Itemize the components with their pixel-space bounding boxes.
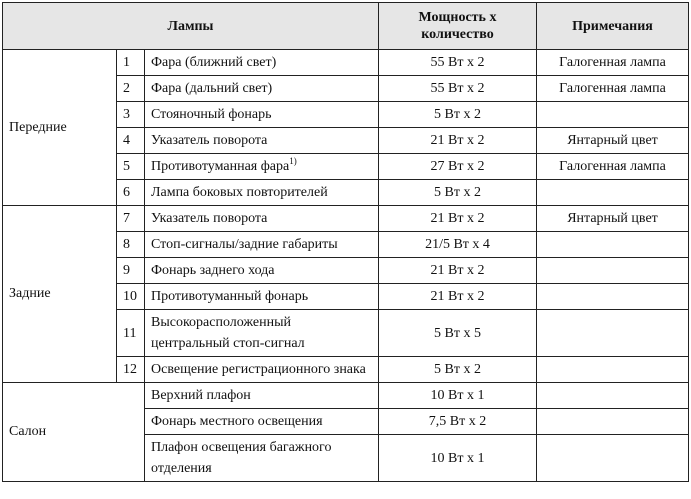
lamp-name-line1: Плафон освещения багажного — [151, 440, 332, 455]
lamp-name: Стояночный фонарь — [145, 102, 379, 128]
group-label-cabin: Салон — [3, 383, 145, 482]
lamp-name: Освещение регистрационного знака — [145, 357, 379, 383]
lamp-name: Противотуманный фонарь — [145, 284, 379, 310]
lamp-power: 7,5 Вт х 2 — [379, 409, 537, 435]
header-power-line1: Мощность х — [418, 10, 497, 25]
header-row — [3, 3, 689, 50]
lamp-name: Фонарь заднего хода — [145, 258, 379, 284]
lamp-power: 5 Вт х 2 — [379, 357, 537, 383]
table-row — [3, 383, 689, 409]
lamp-name-line2: отделения — [151, 461, 212, 476]
header-notes: Примечания — [537, 3, 689, 50]
lamp-power: 21 Вт х 2 — [379, 206, 537, 232]
lamp-power: 10 Вт х 1 — [379, 435, 537, 482]
lamp-note: Галогенная лампа — [537, 50, 689, 76]
lamp-name-line1: Высокорасположенный — [151, 315, 292, 330]
lamp-note — [537, 232, 689, 258]
lamp-power: 5 Вт х 2 — [379, 180, 537, 206]
row-number: 10 — [117, 284, 145, 310]
table-row — [3, 206, 689, 232]
lamp-power: 21 Вт х 2 — [379, 258, 537, 284]
lamp-power: 21 Вт х 2 — [379, 284, 537, 310]
lamp-note — [537, 383, 689, 409]
lamp-name: Фара (дальний свет) — [145, 76, 379, 102]
row-number: 1 — [117, 50, 145, 76]
lamp-power: 55 Вт х 2 — [379, 50, 537, 76]
lamp-name: Лампа боковых повторителей — [145, 180, 379, 206]
lamp-note — [537, 102, 689, 128]
lamp-note — [537, 409, 689, 435]
lamp-note — [537, 180, 689, 206]
row-number: 5 — [117, 154, 145, 180]
lamp-power: 55 Вт х 2 — [379, 76, 537, 102]
lamp-power: 10 Вт х 1 — [379, 383, 537, 409]
lamp-note: Янтарный цвет — [537, 206, 689, 232]
lamp-name — [145, 435, 379, 482]
row-number: 11 — [117, 310, 145, 357]
lamp-note — [537, 435, 689, 482]
lamp-name — [145, 310, 379, 357]
header-power — [379, 3, 537, 50]
lamp-power: 27 Вт х 2 — [379, 154, 537, 180]
group-label-rear: Задние — [3, 206, 117, 383]
table-row — [3, 50, 689, 76]
group-label-front: Передние — [3, 50, 117, 206]
lamp-name-text: Противотуманная фара — [151, 158, 290, 174]
lamp-name: Указатель поворота — [145, 206, 379, 232]
header-lamps: Лампы — [3, 3, 379, 50]
row-number: 2 — [117, 76, 145, 102]
lamp-note — [537, 284, 689, 310]
lamp-name-line2: центральный стоп-сигнал — [151, 336, 305, 351]
lamp-note — [537, 310, 689, 357]
lamp-note — [537, 258, 689, 284]
row-number: 9 — [117, 258, 145, 284]
lamp-power: 21 Вт х 2 — [379, 128, 537, 154]
lamp-power: 21/5 Вт х 4 — [379, 232, 537, 258]
lamp-name: Указатель поворота — [145, 128, 379, 154]
lamp-name: Стоп-сигналы/задние габариты — [145, 232, 379, 258]
lamp-name: Верхний плафон — [145, 383, 379, 409]
row-number: 3 — [117, 102, 145, 128]
lamp-power: 5 Вт х 5 — [379, 310, 537, 357]
lamp-name: Фара (ближний свет) — [145, 50, 379, 76]
lamp-note: Галогенная лампа — [537, 154, 689, 180]
lamp-specification-table — [2, 2, 689, 482]
lamp-note: Галогенная лампа — [537, 76, 689, 102]
row-number: 6 — [117, 180, 145, 206]
lamp-name: Фонарь местного освещения — [145, 409, 379, 435]
lamp-note: Янтарный цвет — [537, 128, 689, 154]
lamp-note — [537, 357, 689, 383]
row-number: 4 — [117, 128, 145, 154]
footnote-mark: 1) — [289, 155, 297, 166]
lamp-power: 5 Вт х 2 — [379, 102, 537, 128]
row-number: 7 — [117, 206, 145, 232]
header-power-line2: количество — [421, 27, 494, 42]
row-number: 8 — [117, 232, 145, 258]
row-number: 12 — [117, 357, 145, 383]
lamp-name — [145, 154, 379, 180]
